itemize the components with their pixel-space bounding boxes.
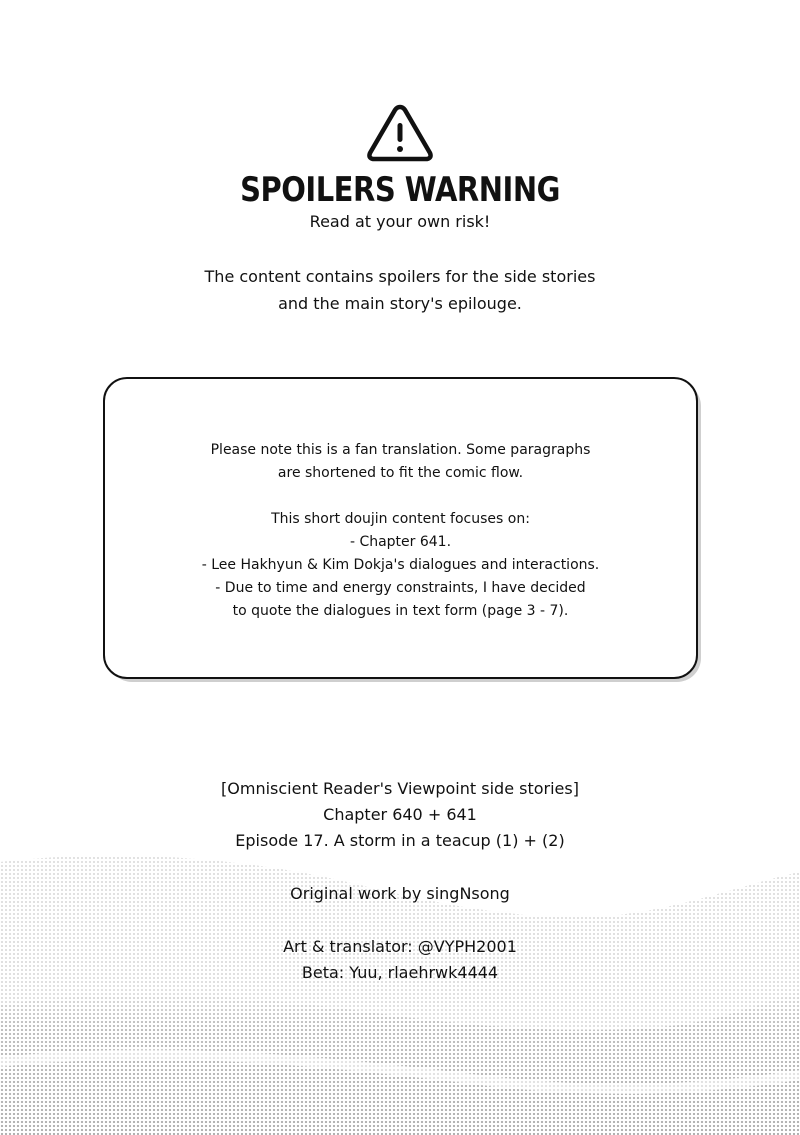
art-translator-credit: Art & translator: @VYPH2001 <box>283 937 517 956</box>
spoilers-warning-title: SPOILERS WARNING <box>240 168 560 210</box>
series-title: [Omniscient Reader's Viewpoint side stories] <box>221 779 579 798</box>
note-line: to quote the dialogues in text form (page 3 - 7). <box>232 603 569 619</box>
spoiler-notice-line: and the main story's epilouge. <box>278 294 522 313</box>
note-line: - Lee Hakhyun & Kim Dokja's dialogues and interactions. <box>201 557 600 573</box>
episode-title: Episode 17. A storm in a teacup (1) + (2) <box>235 831 565 850</box>
note-line: are shortened to fit the comic flow. <box>277 465 524 481</box>
translation-note-text <box>105 439 696 623</box>
note-line: This short doujin content focuses on: <box>271 511 530 527</box>
note-line: - Due to time and energy constraints, I have decided <box>215 580 586 596</box>
spoiler-notice <box>100 263 700 317</box>
beta-credit: Beta: Yuu, rlaehrwk4444 <box>301 963 499 982</box>
warning-triangle-icon <box>365 102 435 164</box>
credits-block <box>0 776 800 986</box>
original-work-credit: Original work by singNsong <box>290 884 510 903</box>
note-line: Please note this is a fan translation. Some paragraphs <box>210 442 591 458</box>
spoiler-notice-line: The content contains spoilers for the side stories <box>204 267 596 286</box>
warning-subtitle: Read at your own risk! <box>309 212 491 231</box>
note-line: - Chapter 641. <box>349 534 452 550</box>
chapter-label: Chapter 640 + 641 <box>323 805 477 824</box>
translation-note-box <box>103 377 698 679</box>
